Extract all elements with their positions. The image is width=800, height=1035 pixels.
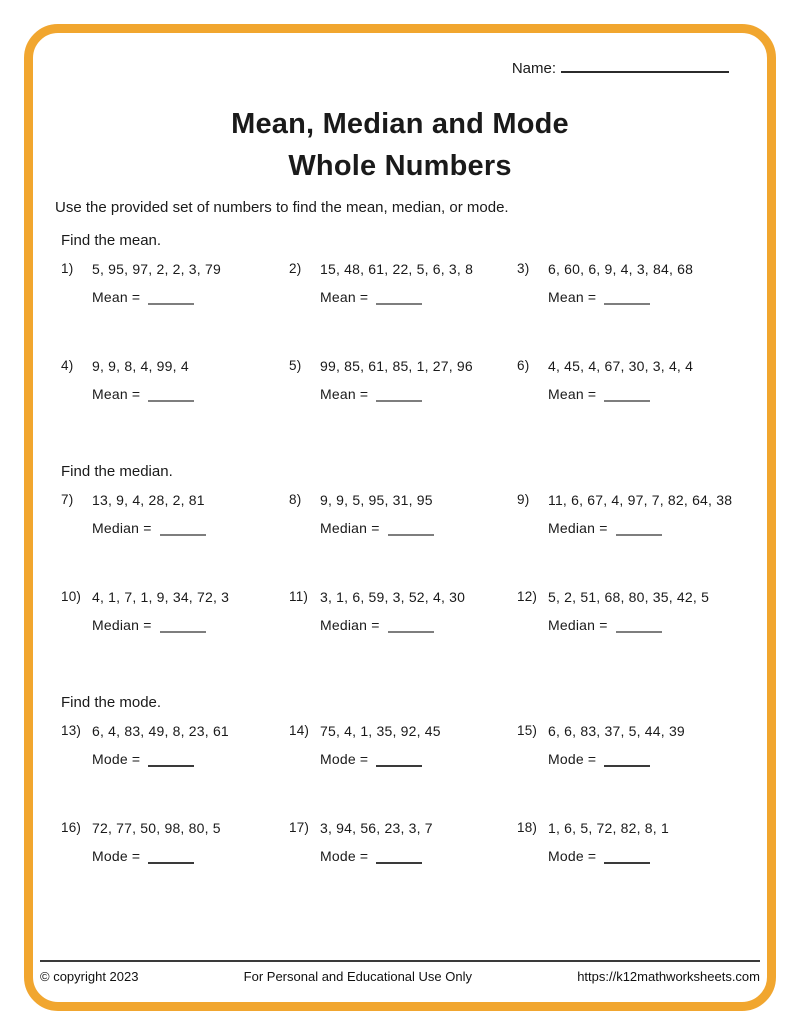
problem-13 [61, 723, 289, 768]
problem-number: 9) [517, 492, 530, 507]
problem-number: 15) [517, 723, 538, 738]
answer-blank-line [148, 850, 194, 864]
answer-label: Median = [548, 617, 608, 633]
problem-3 [517, 261, 745, 306]
problem-values: 9, 9, 5, 95, 31, 95 [320, 492, 433, 508]
problem-4 [61, 358, 289, 403]
answer-row [548, 750, 685, 768]
answer-blank-line [604, 388, 650, 402]
answer-row [92, 288, 221, 306]
answer-blank-line [376, 291, 422, 305]
answer-blank-line [148, 388, 194, 402]
problem-values: 4, 1, 7, 1, 9, 34, 72, 3 [92, 589, 230, 605]
page-title [55, 103, 745, 187]
problem-1 [61, 261, 289, 306]
answer-row [548, 616, 709, 634]
problem-5 [289, 358, 517, 403]
problem-14 [289, 723, 517, 768]
problem-11 [289, 589, 517, 634]
problem-number: 10) [61, 589, 82, 604]
section-heading: Find the median. [61, 463, 173, 480]
problem-values: 11, 6, 67, 4, 97, 7, 82, 64, 38 [548, 492, 733, 508]
problem-values: 72, 77, 50, 98, 80, 5 [92, 820, 221, 836]
problem-number: 1) [61, 261, 74, 276]
answer-row [320, 385, 473, 403]
section-mean [61, 232, 745, 403]
answer-label: Mode = [548, 848, 597, 864]
answer-label: Median = [92, 520, 152, 536]
problem-number: 6) [517, 358, 530, 373]
answer-blank-line [616, 522, 662, 536]
answer-blank-line [376, 388, 422, 402]
answer-blank-line [376, 753, 422, 767]
title-line-1: Mean, Median and Mode [231, 108, 569, 140]
problem-values: 1, 6, 5, 72, 82, 8, 1 [548, 820, 669, 836]
problem-values: 6, 60, 6, 9, 4, 3, 84, 68 [548, 261, 694, 277]
problem-number: 5) [289, 358, 302, 373]
problem-number: 7) [61, 492, 74, 507]
title-line-2: Whole Numbers [288, 150, 512, 182]
problem-number: 12) [517, 589, 538, 604]
answer-row [320, 519, 434, 537]
answer-row [548, 385, 693, 403]
answer-row [92, 519, 206, 537]
answer-label: Median = [320, 617, 380, 633]
answer-blank-line [604, 850, 650, 864]
answer-row [92, 385, 194, 403]
answer-label: Mean = [92, 386, 141, 402]
name-row [55, 59, 745, 79]
footer-copyright: © copyright 2023 [40, 969, 139, 984]
problem-values: 4, 45, 4, 67, 30, 3, 4, 4 [548, 358, 694, 374]
problem-number: 17) [289, 820, 310, 835]
answer-blank-line [148, 291, 194, 305]
problem-number: 18) [517, 820, 538, 835]
problem-values: 6, 6, 83, 37, 5, 44, 39 [548, 723, 685, 739]
problem-values: 3, 94, 56, 23, 3, 7 [320, 820, 433, 836]
answer-row [320, 750, 441, 768]
problem-values: 13, 9, 4, 28, 2, 81 [92, 492, 205, 508]
answer-label: Mode = [92, 751, 141, 767]
problem-16 [61, 820, 289, 865]
answer-label: Mode = [320, 751, 369, 767]
answer-blank-line [160, 619, 206, 633]
problem-values: 5, 95, 97, 2, 2, 3, 79 [92, 261, 221, 277]
answer-row [320, 288, 473, 306]
answer-row [92, 750, 229, 768]
problem-18 [517, 820, 745, 865]
problem-values: 15, 48, 61, 22, 5, 6, 3, 8 [320, 261, 474, 277]
problem-values: 6, 4, 83, 49, 8, 23, 61 [92, 723, 229, 739]
section-heading: Find the mode. [61, 694, 162, 711]
answer-blank-line [160, 522, 206, 536]
answer-label: Mean = [320, 386, 369, 402]
problem-12 [517, 589, 745, 634]
problem-7 [61, 492, 289, 537]
answer-label: Mode = [320, 848, 369, 864]
section-mode [61, 694, 745, 865]
answer-row [92, 847, 221, 865]
answer-row [92, 616, 229, 634]
name-label: Name: [511, 60, 556, 77]
problem-values: 99, 85, 61, 85, 1, 27, 96 [320, 358, 473, 374]
answer-label: Median = [548, 520, 608, 536]
problem-number: 4) [61, 358, 74, 373]
problem-2 [289, 261, 517, 306]
instructions: Use the provided set of numbers to find the mean, median, or mode. [55, 199, 509, 216]
problem-number: 11) [289, 589, 309, 604]
problem-number: 2) [289, 261, 302, 276]
problem-number: 16) [61, 820, 82, 835]
answer-blank-line [616, 619, 662, 633]
problem-number: 13) [61, 723, 82, 738]
problem-6 [517, 358, 745, 403]
problem-grid [61, 261, 745, 403]
problem-10 [61, 589, 289, 634]
problem-9 [517, 492, 745, 537]
footer-usage-note: For Personal and Educational Use Only [243, 969, 473, 984]
problem-grid [61, 723, 745, 865]
answer-row [320, 847, 433, 865]
problem-values: 75, 4, 1, 35, 92, 45 [320, 723, 441, 739]
answer-row [548, 288, 693, 306]
problem-values: 3, 1, 6, 59, 3, 52, 4, 30 [320, 589, 466, 605]
answer-row [548, 847, 669, 865]
answer-label: Median = [92, 617, 152, 633]
problem-number: 8) [289, 492, 302, 507]
answer-blank-line [388, 619, 434, 633]
footer [40, 960, 760, 984]
section-heading: Find the mean. [61, 232, 162, 249]
name-blank-line [561, 59, 729, 73]
problem-values: 9, 9, 8, 4, 99, 4 [92, 358, 189, 374]
footer-url: https://k12mathworksheets.com [577, 969, 760, 984]
answer-row [320, 616, 465, 634]
problem-number: 3) [517, 261, 530, 276]
answer-blank-line [148, 753, 194, 767]
problem-17 [289, 820, 517, 865]
answer-blank-line [388, 522, 434, 536]
problem-values: 5, 2, 51, 68, 80, 35, 42, 5 [548, 589, 710, 605]
worksheet-content [33, 33, 767, 1002]
answer-label: Median = [320, 520, 380, 536]
answer-blank-line [604, 291, 650, 305]
answer-blank-line [604, 753, 650, 767]
answer-label: Mean = [548, 289, 597, 305]
answer-blank-line [376, 850, 422, 864]
answer-row [548, 519, 732, 537]
answer-label: Mode = [92, 848, 141, 864]
problem-grid [61, 492, 745, 634]
problem-15 [517, 723, 745, 768]
answer-label: Mean = [320, 289, 369, 305]
answer-label: Mode = [548, 751, 597, 767]
problem-8 [289, 492, 517, 537]
section-median [61, 463, 745, 634]
answer-label: Mean = [92, 289, 141, 305]
problem-number: 14) [289, 723, 310, 738]
answer-label: Mean = [548, 386, 597, 402]
